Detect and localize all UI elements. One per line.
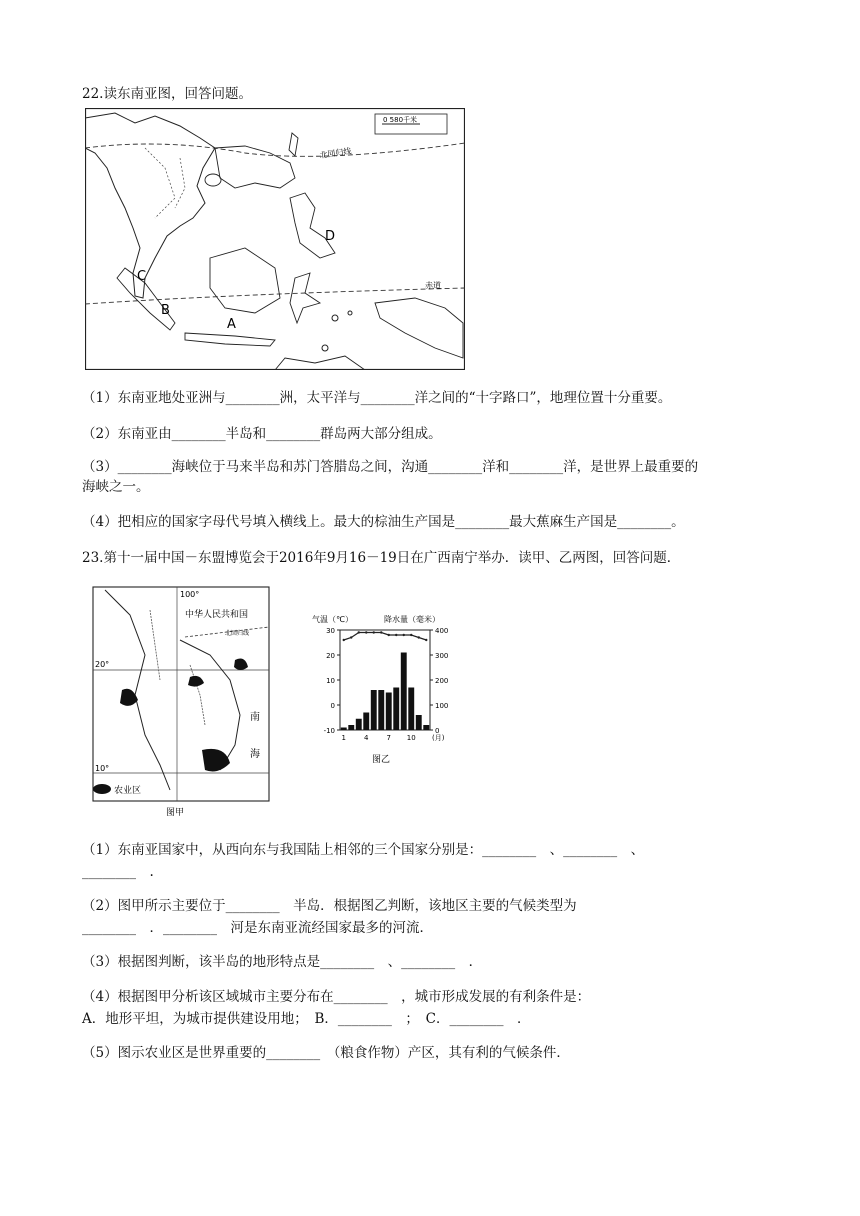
southeast-asia-map xyxy=(85,108,465,374)
precip-bar xyxy=(401,653,407,731)
tropic-label-jia: 北回归线 xyxy=(225,630,250,637)
temp-point xyxy=(358,631,360,633)
q22-item-3: （3）________海峡位于马来半岛和苏门答腊岛之间，沟通________洋和________洋，是世界上最重要的 xyxy=(82,459,699,475)
x-tick-label: 4 xyxy=(364,734,369,742)
x-unit-label: (月) xyxy=(432,734,445,742)
temp-point xyxy=(395,634,397,636)
temp-point xyxy=(403,634,405,636)
q23-title: 23.第十一届中国－东盟博览会于2016年9月16－19日在广西南宁举办．读甲、乙两图，回答问题． xyxy=(82,550,681,566)
precip-bar xyxy=(386,693,392,731)
x-tick-label: 7 xyxy=(386,734,391,742)
precip-bar xyxy=(416,715,422,730)
legend-farm-icon xyxy=(93,784,111,794)
q23-item-2-cont: ________ ．________ 河是东南亚流经国家最多的河流． xyxy=(82,920,433,936)
precip-bar xyxy=(363,713,369,731)
figure-jia-map xyxy=(90,585,274,824)
precip-bar xyxy=(378,690,384,730)
precip-bar xyxy=(408,688,414,731)
y-right-tick-label: 200 xyxy=(435,677,449,685)
q22-item-2: （2）东南亚由________半岛和________群岛两大部分组成。 xyxy=(82,426,442,442)
temp-point xyxy=(350,636,352,638)
temp-axis-label: 气温（℃） xyxy=(312,615,353,624)
map-scale-label: 0 580千米 xyxy=(383,116,418,124)
caption-jia: 图甲 xyxy=(166,808,185,818)
temp-point xyxy=(388,634,390,636)
y-right-tick-label: 300 xyxy=(435,652,449,660)
temp-line xyxy=(344,633,427,641)
y-right-tick-label: 0 xyxy=(435,727,440,735)
precip-bar xyxy=(371,690,377,730)
lat20-label: 20° xyxy=(95,660,110,669)
sea-label-1: 南 xyxy=(250,712,260,723)
equator-label: 赤道 xyxy=(425,281,441,290)
y-left-tick-label: -10 xyxy=(323,727,335,735)
y-right-tick-label: 100 xyxy=(435,702,449,710)
precip-bar xyxy=(356,719,362,730)
x-tick-label: 1 xyxy=(341,734,346,742)
tropic-label: 北回归线 xyxy=(319,146,352,160)
y-left-tick-label: 20 xyxy=(326,652,335,660)
q23-item-5: （5）图示农业区是世界重要的________ （粮食作物）产区，其有利的气候条件． xyxy=(82,1045,570,1061)
temp-point xyxy=(373,631,375,633)
precip-bar xyxy=(348,725,354,730)
label-D: D xyxy=(325,229,336,244)
y-left-tick-label: 30 xyxy=(326,627,335,635)
y-left-tick-label: 10 xyxy=(326,677,335,685)
precip-bar xyxy=(423,725,429,730)
temp-point xyxy=(425,639,427,641)
chart-caption: 图乙 xyxy=(372,755,391,765)
lat10-label: 10° xyxy=(95,764,110,773)
q22-item-3-cont: 海峡之一。 xyxy=(82,479,150,495)
temp-point xyxy=(410,634,412,636)
x-tick-label: 10 xyxy=(406,734,416,742)
q23-item-4: （4）根据图甲分析该区域城市主要分布在________ ，城市形成发展的有利条件是： xyxy=(82,989,591,1005)
precip-bar xyxy=(341,728,347,731)
q23-item-1-cont: ________ . xyxy=(82,864,154,880)
q22-item-4: （4）把相应的国家字母代号填入横线上。最大的棕油生产国是________最大蕉麻生产国是________。 xyxy=(82,514,685,530)
q23-item-1: （1）东南亚国家中，从西向东与我国陆上相邻的三个国家分别是：________ 、________ 、 xyxy=(82,842,645,858)
q22-item-1: （1）东南亚地处亚洲与________洲，太平洋与________洋之间的“十字路口”，地理位置十分重要。 xyxy=(82,390,672,406)
country-label: 中华人民共和国 xyxy=(185,610,249,620)
y-right-tick-label: 400 xyxy=(435,627,449,635)
q23-item-2: （2）图甲所示主要位于________ 半岛．根据图乙判断，该地区主要的气候类型为 xyxy=(82,898,577,914)
y-left-tick-label: 0 xyxy=(330,702,335,710)
label-A: A xyxy=(227,317,236,332)
label-B: B xyxy=(161,303,170,318)
q23-item-4-cont: A．地形平坦，为城市提供建设用地； B．________ ； C．________ ． xyxy=(82,1011,531,1027)
lon-label: 100° xyxy=(180,590,200,599)
figure-yi-climate-chart xyxy=(312,612,462,776)
temp-point xyxy=(343,639,345,641)
label-C: C xyxy=(137,269,147,284)
temp-point xyxy=(418,636,420,638)
q22-title: 22.读东南亚图，回答问题。 xyxy=(82,86,252,102)
temp-point xyxy=(365,631,367,633)
sea-label-2: 海 xyxy=(250,749,260,760)
legend-label: 农业区 xyxy=(114,786,142,796)
q23-item-3: （3）根据图判断，该半岛的地形特点是________ 、________ ． xyxy=(82,954,483,970)
precip-axis-label: 降水量（毫米） xyxy=(384,615,440,624)
temp-point xyxy=(380,631,382,633)
precip-bar xyxy=(393,688,399,731)
